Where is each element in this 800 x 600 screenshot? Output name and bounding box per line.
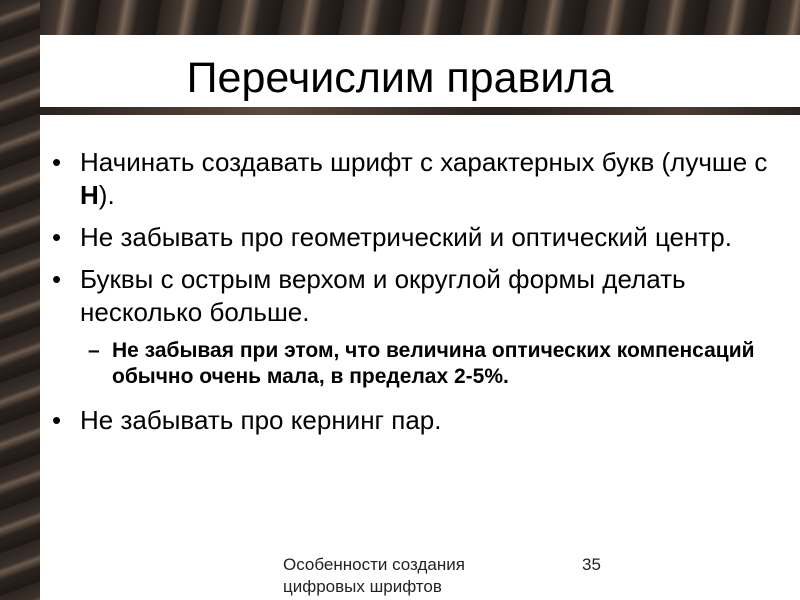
slide-content — [50, 146, 780, 446]
title-underline — [40, 107, 800, 115]
bullet-item — [50, 146, 780, 212]
page-number: 35 — [582, 555, 601, 574]
slide-title: Перечислим правила — [186, 54, 614, 102]
bullet-icon: • — [52, 264, 62, 294]
bullet-item — [50, 263, 780, 329]
bullet-text: Не забывать про геометрический и оптический центр. — [80, 222, 732, 252]
sub-bullet-item — [50, 338, 780, 390]
bullet-text: Буквы с острым верхом и округлой формы делать несколько больше. — [80, 264, 686, 327]
dash-icon: – — [88, 339, 100, 362]
sub-bullet-text: Не забывая при этом, что величина оптических компенсаций обычно очень мала, в пределах 2-5%. — [112, 339, 755, 388]
bullet-item — [50, 404, 780, 437]
bullet-icon: • — [52, 222, 62, 252]
decorative-top-strip — [40, 0, 800, 35]
bullet-icon: • — [52, 147, 62, 177]
bullet-icon: • — [52, 405, 62, 435]
bullet-bold-letter: Н — [80, 180, 99, 210]
bullet-text-part: Начинать создавать шрифт с характерных букв (лучше с — [80, 147, 768, 177]
bullet-text-part: ). — [98, 180, 115, 210]
bullet-item — [50, 221, 780, 254]
footer-text: Особенности создания цифровых шрифтов — [283, 555, 465, 596]
bullet-text: Не забывать про кернинг пар. — [80, 405, 442, 435]
